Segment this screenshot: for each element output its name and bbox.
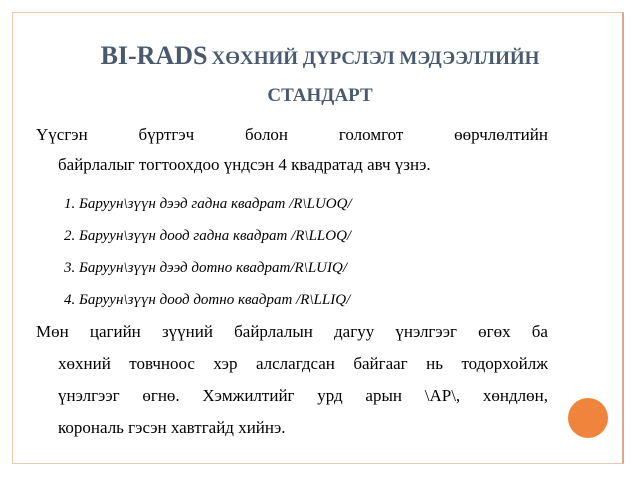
word: өөрчлөлтийн — [454, 125, 548, 144]
paragraph-1 — [36, 120, 548, 180]
paragraph-2-line-1 — [36, 316, 548, 348]
list-item: 3. Баруун\зүүн дээд дотно квадрат/R\LUIQ/ — [64, 260, 348, 276]
word: үнэлгээг — [395, 322, 457, 341]
accent-circle — [568, 398, 608, 438]
word: Үүсгэн — [36, 125, 88, 144]
word: хөндлөн, — [482, 386, 548, 405]
word: голомгот — [338, 125, 404, 144]
paragraph-2-line-4: корональ гэсэн хавтгайд хийнэ. — [58, 418, 286, 437]
slide-title — [30, 36, 610, 116]
word: өгнө. — [142, 386, 180, 405]
word: \AP\, — [424, 386, 461, 405]
list-item: 2. Баруун\зүүн доод гадна квадрат /R\LLOQ/ — [64, 228, 352, 244]
list-item: 4. Баруун\зүүн доод дотно квадрат /R\LLIQ/ — [64, 292, 351, 308]
paragraph-1-line-2: байрлалыг тогтоохдоо үндсэн 4 квадратад авч үзнэ. — [58, 155, 431, 174]
word: болон — [245, 125, 289, 144]
word: өгөх — [478, 322, 511, 341]
word: ба — [531, 322, 548, 341]
title-line2: СТАНДАРТ — [267, 85, 373, 106]
word: нь — [426, 354, 443, 373]
paragraph-2 — [36, 316, 548, 444]
paragraph-2-line-3 — [36, 380, 548, 412]
word: хэр — [213, 354, 238, 373]
word: үнэлгээг — [58, 386, 120, 405]
word: товчноос — [129, 354, 195, 373]
title-prefix: BI-RADS — [100, 41, 208, 70]
word: зүүний — [161, 322, 213, 341]
title-line1-rest: ХӨХНИЙ ДҮРСЛЭЛ МЭДЭЭЛЛИЙН — [211, 48, 540, 69]
word: тодорхойлж — [461, 354, 548, 373]
word: дагуу — [334, 322, 375, 341]
word: байрлалын — [234, 322, 313, 341]
word: хөхний — [58, 354, 111, 373]
word: Хэмжилтийг — [202, 386, 295, 405]
word: урд — [317, 386, 343, 405]
word: алслагдсан — [255, 354, 335, 373]
word: бүртгэч — [138, 125, 195, 144]
quadrant-list — [64, 188, 544, 316]
paragraph-1-line-1 — [36, 120, 548, 150]
list-item: 1. Баруун\зүүн дээд гадна квадрат /R\LUOQ/ — [64, 196, 352, 212]
paragraph-2-line-2 — [36, 348, 548, 380]
word: байгааг — [353, 354, 408, 373]
word: Мөн — [36, 322, 69, 341]
word: арын — [365, 386, 402, 405]
word: цагийн — [89, 322, 141, 341]
